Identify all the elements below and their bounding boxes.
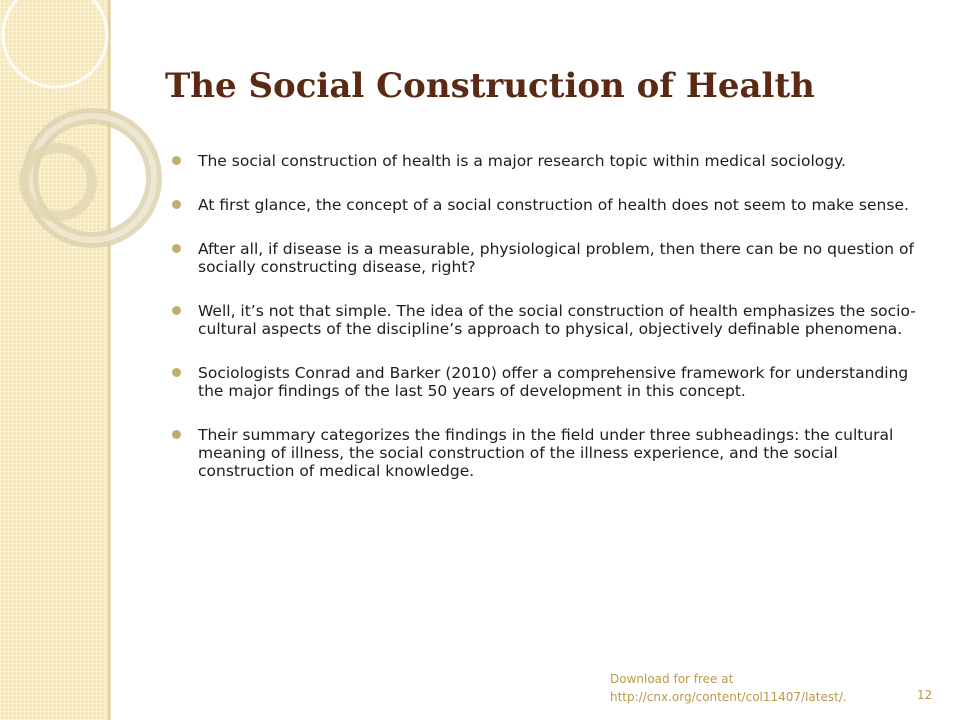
bullet-item (172, 196, 932, 214)
footer-source (610, 670, 890, 706)
bullet-text: The social construction of health is a major research topic within medical sociology. (198, 152, 846, 170)
bullet-dot-icon (172, 156, 181, 165)
footer-line-download: Download for free at (610, 672, 734, 686)
decor-ring-top (3, 0, 107, 87)
bullet-dot-icon (172, 368, 181, 377)
decorative-rings (0, 0, 160, 320)
slide-title: The Social Construction of Health (165, 66, 815, 106)
bullet-text: At first glance, the concept of a social construction of health does not seem to make sense. (198, 196, 909, 214)
bullet-item (172, 426, 932, 480)
footer-line-url: http://cnx.org/content/col11407/latest/. (610, 690, 847, 704)
page-number: 12 (917, 688, 933, 702)
bullet-item (172, 302, 932, 338)
bullet-dot-icon (172, 306, 181, 315)
bullet-item (172, 152, 932, 170)
bullet-item (172, 364, 932, 400)
bullet-dot-icon (172, 200, 181, 209)
bullet-item (172, 240, 932, 276)
bullet-text: Sociologists Conrad and Barker (2010) offer a comprehensive framework for understanding the major findings of the last 50 years of development in this concept. (198, 364, 909, 400)
bullet-list (172, 152, 932, 506)
bullet-dot-icon (172, 244, 181, 253)
bullet-text: Well, it’s not that simple. The idea of the social construction of health emphasizes the socio-cultural aspects of the discipline’s approach to physical, objectively definable phenomena. (198, 302, 916, 338)
bullet-text: Their summary categorizes the findings in the field under three subheadings: the cultural meaning of illness, the social construction of the illness experience, and the social construction of medical knowledge. (198, 426, 894, 480)
bullet-dot-icon (172, 430, 181, 439)
bullet-text: After all, if disease is a measurable, physiological problem, then there can be no question of socially constructing disease, right? (198, 240, 914, 276)
